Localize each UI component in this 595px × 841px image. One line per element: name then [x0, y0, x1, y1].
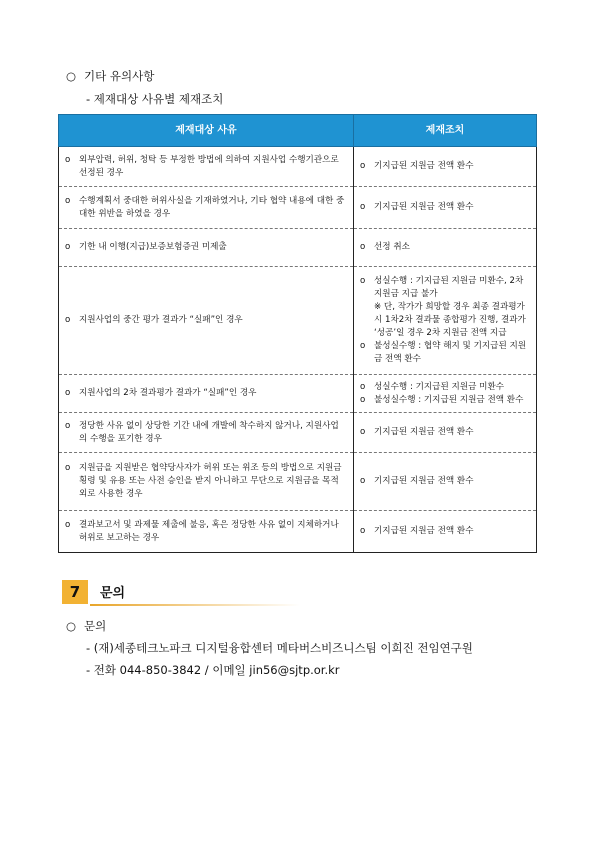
- contact-line-org: - (재)세종테크노파크 디지털융합센터 메타버스비즈니스팀 이희진 전임연구원: [86, 641, 473, 655]
- action-cell: o 선정 취소: [354, 229, 537, 267]
- reason-cell: o 외부압력, 허위, 청탁 등 부정한 방법에 의하여 지원사업 수행기관으로 선정된 경우: [59, 147, 354, 187]
- table-row: [59, 413, 537, 453]
- reason-cell: o 지원사업의 2차 결과평가 결과가 “실패”인 경우: [59, 375, 354, 413]
- header-action: 제재조치: [354, 115, 537, 147]
- table-row: [59, 147, 537, 187]
- sanction-table: [58, 114, 537, 553]
- table-row: [59, 375, 537, 413]
- bullet-circle: ○: [66, 619, 77, 633]
- reason-cell: o 정당한 사유 없이 상당한 기간 내에 개발에 착수하지 않거나, 지원사업의 수행을 포기한 경우: [59, 413, 354, 453]
- action-cell: o 기지급된 지원금 전액 환수: [354, 187, 537, 229]
- action-cell: o 기지급된 지원금 전액 환수: [354, 413, 537, 453]
- table-row: [59, 267, 537, 375]
- section-title: 문의: [100, 586, 126, 601]
- misc-subheading: - 제재대상 사유별 제재조치: [86, 92, 224, 106]
- contact-line-phone-email: - 전화 044-850-3842 / 이메일 jin56@sjtp.or.kr: [86, 663, 340, 677]
- action-cell: o 성실수행 : 기지급된 지원금 미환수, 2차 지원금 지급 불가 ※ 단, 작가가 희망할 경우 최종 결과평가 시 1차2차 결과물 종합평가 진행, 결과가 ‘성공’일 경우 2차 지원금 전액 지급 o 불성실수행 : 협약 해지 및 기지급된 지원금 전액 환수: [354, 267, 537, 375]
- table-row: [59, 229, 537, 267]
- action-cell: o 기지급된 지원금 전액 환수: [354, 453, 537, 511]
- misc-heading: ○ 기타 유의사항: [66, 69, 155, 83]
- reason-cell: o 기한 내 이행(지급)보증보험증권 미제출: [59, 229, 354, 267]
- header-reason: 제재대상 사유: [59, 115, 354, 147]
- table-row: [59, 511, 537, 553]
- section-number-badge: 7: [62, 580, 88, 604]
- reason-cell: o 결과보고서 및 과제물 제출에 불응, 혹은 정당한 사유 없이 지체하거나 허위로 보고하는 경우: [59, 511, 354, 553]
- action-cell: o 기지급된 지원금 전액 환수: [354, 511, 537, 553]
- action-cell: o 기지급된 지원금 전액 환수: [354, 147, 537, 187]
- reason-cell: o 지원사업의 중간 평가 결과가 “실패”인 경우: [59, 267, 354, 375]
- reason-cell: o 지원금을 지원받은 협약당사자가 허위 또는 위조 등의 방법으로 지원금 횡령 및 유용 또는 사전 승인을 받지 아니하고 무단으로 지원금을 목적 외로 사용한 경우: [59, 453, 354, 511]
- action-cell: o 성실수행 : 기지급된 지원금 미환수 o 불성실수행 : 기지급된 지원금 전액 환수: [354, 375, 537, 413]
- bullet-circle: ○: [66, 69, 77, 83]
- table-row: [59, 453, 537, 511]
- inquiry-heading: ○ 문의: [66, 619, 107, 633]
- table-row: [59, 187, 537, 229]
- section-underline: [90, 604, 300, 606]
- reason-cell: o 수행계획서 중대한 허위사실을 기재하였거나, 기타 협약 내용에 대한 중대한 위반을 하였을 경우: [59, 187, 354, 229]
